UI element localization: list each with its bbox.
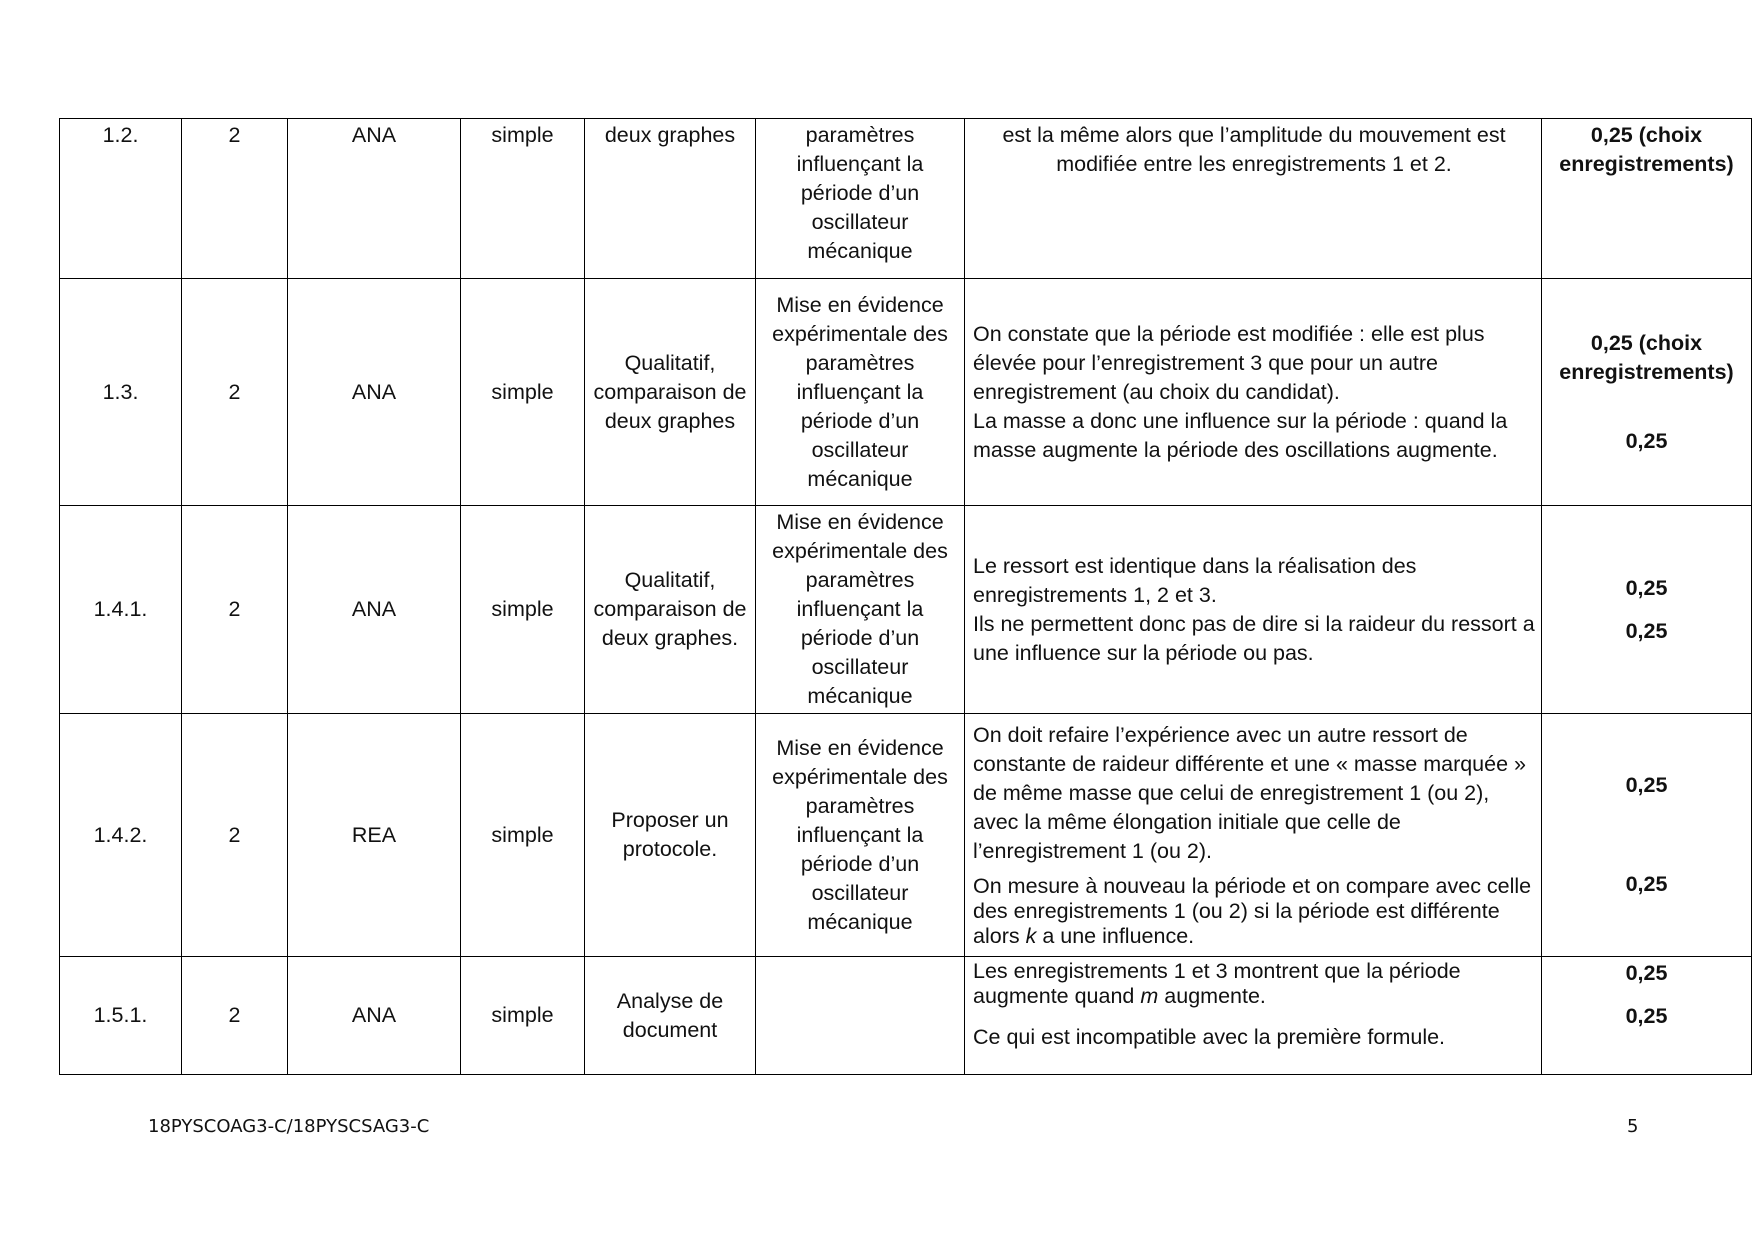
score-value: 0,25 (choix enregistrements) bbox=[1559, 123, 1734, 176]
score-value: 0,25 bbox=[1625, 1004, 1668, 1028]
answer-text: On mesure à nouveau la période et on compare avec celle des enregistrements 1 (ou 2) si la période est différente alors k a une influence. bbox=[973, 874, 1532, 948]
score-value: 0,25 bbox=[1625, 575, 1668, 600]
score-cell bbox=[1542, 506, 1752, 714]
score-cell bbox=[1542, 714, 1752, 957]
table-row bbox=[60, 119, 1752, 279]
table-row bbox=[60, 957, 1752, 1075]
table-row bbox=[60, 506, 1752, 714]
competence-cell: REA bbox=[288, 714, 461, 957]
points-cell: 2 bbox=[182, 714, 288, 957]
score-value: 0,25 (choix enregistrements) bbox=[1559, 330, 1734, 384]
task-cell: Proposer un protocole. bbox=[585, 714, 756, 957]
page-number: 5 bbox=[1627, 1116, 1639, 1137]
points-cell: 2 bbox=[182, 957, 288, 1075]
difficulty-cell: simple bbox=[461, 506, 585, 714]
grading-table bbox=[59, 118, 1752, 1075]
answer-text: Le ressort est identique dans la réalisation des enregistrements 1, 2 et 3. bbox=[973, 553, 1417, 607]
answer-cell bbox=[965, 506, 1542, 714]
task-cell: deux graphes bbox=[585, 119, 756, 279]
answer-text: Les enregistrements 1 et 3 montrent que la période augmente quand m augmente. bbox=[973, 959, 1461, 1008]
question-number: 1.5.1. bbox=[60, 957, 182, 1075]
answer-cell bbox=[965, 714, 1542, 957]
answer-text: Ils ne permettent donc pas de dire si la raideur du ressort a une influence sur la période ou pas. bbox=[973, 611, 1535, 665]
task-cell: Qualitatif, comparaison de deux graphes. bbox=[585, 506, 756, 714]
answer-cell bbox=[965, 957, 1542, 1075]
difficulty-cell: simple bbox=[461, 279, 585, 506]
notion-cell: paramètres influençant la période d’un oscillateur mécanique bbox=[756, 119, 965, 279]
answer-text: est la même alors que l’amplitude du mouvement est modifiée entre les enregistrements 1 et 2. bbox=[1002, 123, 1506, 176]
answer-cell bbox=[965, 119, 1542, 279]
difficulty-cell: simple bbox=[461, 119, 585, 279]
competence-cell: ANA bbox=[288, 506, 461, 714]
question-number: 1.4.1. bbox=[60, 506, 182, 714]
score-value: 0,25 bbox=[1625, 872, 1668, 896]
notion-cell: Mise en évidence expérimentale des paramètres influençant la période d’un oscillateur mécanique bbox=[756, 714, 965, 957]
variable-k: k bbox=[1025, 924, 1037, 948]
table-row bbox=[60, 714, 1752, 957]
points-cell: 2 bbox=[182, 279, 288, 506]
question-number: 1.3. bbox=[60, 279, 182, 506]
answer-text: On doit refaire l’expérience avec un autre ressort de constante de raideur différente et une « masse marquée » de même masse que celui de enregistrement 1 (ou 2), avec la même élongation initiale que celle de l’enregistrement 1 (ou 2). bbox=[973, 723, 1526, 863]
score-value: 0,25 bbox=[1625, 961, 1668, 985]
question-number: 1.2. bbox=[60, 119, 182, 279]
competence-cell: ANA bbox=[288, 279, 461, 506]
answer-text: Ce qui est incompatible avec la première formule. bbox=[973, 1025, 1446, 1049]
competence-cell: ANA bbox=[288, 119, 461, 279]
score-value: 0,25 bbox=[1625, 773, 1668, 797]
answer-cell bbox=[965, 279, 1542, 506]
task-cell: Qualitatif, comparaison de deux graphes bbox=[585, 279, 756, 506]
question-number: 1.4.2. bbox=[60, 714, 182, 957]
table-row bbox=[60, 279, 1752, 506]
difficulty-cell: simple bbox=[461, 957, 585, 1075]
score-value: 0,25 bbox=[1625, 428, 1668, 453]
task-cell: Analyse de document bbox=[585, 957, 756, 1075]
points-cell: 2 bbox=[182, 119, 288, 279]
notion-cell: Mise en évidence expérimentale des paramètres influençant la période d’un oscillateur mécanique bbox=[756, 279, 965, 506]
points-cell: 2 bbox=[182, 506, 288, 714]
variable-m: m bbox=[1140, 984, 1159, 1008]
score-value: 0,25 bbox=[1625, 618, 1668, 643]
answer-text: On constate que la période est modifiée : elle est plus élevée pour l’enregistrement 3 que pour un autre enregistrement (au choix du candidat). bbox=[973, 321, 1485, 404]
score-cell bbox=[1542, 957, 1752, 1075]
notion-cell: Mise en évidence expérimentale des paramètres influençant la période d’un oscillateur mécanique bbox=[756, 506, 965, 714]
document-code: 18PYSCOAG3-C/18PYSCSAG3-C bbox=[148, 1116, 430, 1137]
difficulty-cell: simple bbox=[461, 714, 585, 957]
notion-cell bbox=[756, 957, 965, 1075]
competence-cell: ANA bbox=[288, 957, 461, 1075]
answer-text: La masse a donc une influence sur la période : quand la masse augmente la période des oscillations augmente. bbox=[973, 408, 1508, 462]
score-cell bbox=[1542, 119, 1752, 279]
score-cell bbox=[1542, 279, 1752, 506]
